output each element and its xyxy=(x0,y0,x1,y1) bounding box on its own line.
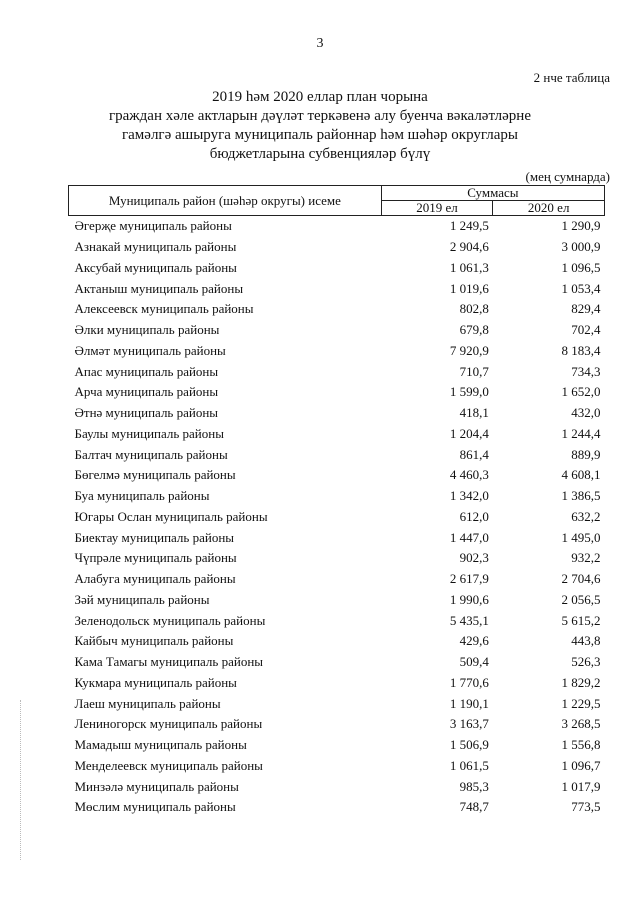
table-row xyxy=(69,693,605,714)
row-name: Югары Ослан муниципаль районы xyxy=(74,508,268,524)
value-2020: 1 652,0 xyxy=(561,384,601,400)
value-2019: 1 190,1 xyxy=(449,695,489,711)
document-title xyxy=(0,88,640,164)
table-row xyxy=(69,299,605,320)
table-row xyxy=(69,444,605,465)
row-name: Зеленодольск муниципаль районы xyxy=(74,612,266,628)
table-row xyxy=(69,507,605,528)
table-row xyxy=(69,569,605,590)
value-2020: 773,5 xyxy=(571,799,601,815)
table-row xyxy=(69,590,605,611)
table-row xyxy=(69,548,605,569)
row-name: Лениногорск муниципаль районы xyxy=(74,716,263,732)
table-row xyxy=(69,735,605,756)
value-2019: 2 617,9 xyxy=(449,571,489,587)
table-row xyxy=(69,652,605,673)
table-row xyxy=(69,610,605,631)
subsidy-table xyxy=(68,185,605,818)
row-name: Мамадыш муниципаль районы xyxy=(74,737,247,753)
value-2019: 1 249,5 xyxy=(449,218,489,234)
value-2020: 2 056,5 xyxy=(561,591,601,607)
value-2019: 1 342,0 xyxy=(449,488,489,504)
table-row xyxy=(69,424,605,445)
value-2019: 1 204,4 xyxy=(449,425,489,441)
row-name: Әтнә муниципаль районы xyxy=(74,405,219,421)
value-2019: 7 920,9 xyxy=(449,342,489,358)
title-line: 2019 һәм 2020 еллар план чорына xyxy=(212,89,428,105)
title-line: гамәлгә ашыруга муниципаль районнар һәм шәһәр округлары xyxy=(121,127,518,143)
title-line: граждан хәле актларын дәүләт теркәвенә алу буенча вәкаләтләрне xyxy=(109,108,531,124)
header-2019: 2019 ел xyxy=(381,201,493,216)
value-2020: 8 183,4 xyxy=(561,342,601,358)
value-2020: 889,9 xyxy=(571,446,601,462)
table-row xyxy=(69,776,605,797)
value-2020: 932,2 xyxy=(571,550,601,566)
row-name: Кама Тамагы муниципаль районы xyxy=(74,654,264,670)
table-row xyxy=(69,237,605,258)
row-name: Мөслим муниципаль районы xyxy=(74,799,236,815)
value-2020: 1 386,5 xyxy=(561,488,601,504)
header-2020: 2020 ел xyxy=(493,201,605,216)
value-2020: 1 096,5 xyxy=(561,259,601,275)
row-name: Апас муниципаль районы xyxy=(74,363,219,379)
table-row xyxy=(69,631,605,652)
row-name: Актаныш муниципаль районы xyxy=(74,280,244,296)
value-2019: 802,8 xyxy=(459,301,489,317)
value-2020: 1 053,4 xyxy=(561,280,601,296)
table-row xyxy=(69,756,605,777)
value-2019: 429,6 xyxy=(459,633,489,649)
value-2020: 1 495,0 xyxy=(561,529,601,545)
row-name: Алабуга муниципаль районы xyxy=(74,571,236,587)
row-name: Буа муниципаль районы xyxy=(74,488,210,504)
value-2019: 861,4 xyxy=(459,446,489,462)
row-name: Минзәлә муниципаль районы xyxy=(74,778,239,794)
row-name: Кайбыч муниципаль районы xyxy=(74,633,234,649)
row-name: Балтач муниципаль районы xyxy=(74,446,228,462)
value-2020: 1 017,9 xyxy=(561,778,601,794)
row-name: Чүпрәле муниципаль районы xyxy=(74,550,237,566)
header-amounts: Суммасы xyxy=(381,186,604,201)
row-name: Аксубай муниципаль районы xyxy=(74,259,237,275)
value-2019: 1 019,6 xyxy=(449,280,489,296)
value-2019: 710,7 xyxy=(459,363,489,379)
row-name: Лаеш муниципаль районы xyxy=(74,695,221,711)
value-2020: 2 704,6 xyxy=(561,571,601,587)
value-2019: 5 435,1 xyxy=(449,612,489,628)
value-2020: 829,4 xyxy=(571,301,601,317)
value-2019: 509,4 xyxy=(459,654,489,670)
header-name: Муниципаль район (шәһәр округы) исеме xyxy=(69,186,382,216)
value-2019: 1 506,9 xyxy=(449,737,489,753)
table-row xyxy=(69,797,605,818)
value-2020: 1 556,8 xyxy=(561,737,601,753)
table-row xyxy=(69,465,605,486)
row-name: Әгерҗе муниципаль районы xyxy=(74,218,232,234)
value-2020: 1 229,5 xyxy=(561,695,601,711)
value-2020: 1 290,9 xyxy=(561,218,601,234)
table-row xyxy=(69,216,605,237)
row-name: Зәй муниципаль районы xyxy=(74,591,210,607)
value-2020: 1 829,2 xyxy=(561,674,601,690)
value-2019: 902,3 xyxy=(459,550,489,566)
row-name: Әлмәт муниципаль районы xyxy=(74,342,226,358)
table-row xyxy=(69,382,605,403)
value-2020: 632,2 xyxy=(571,508,601,524)
table-row xyxy=(69,527,605,548)
table-row xyxy=(69,714,605,735)
value-2020: 1 096,7 xyxy=(561,757,601,773)
row-name: Арча муниципаль районы xyxy=(74,384,219,400)
value-2020: 4 608,1 xyxy=(561,467,601,483)
value-2020: 734,3 xyxy=(571,363,601,379)
table-row xyxy=(69,258,605,279)
value-2019: 1 061,5 xyxy=(449,757,489,773)
table-row xyxy=(69,278,605,299)
value-2019: 1 599,0 xyxy=(449,384,489,400)
value-2020: 443,8 xyxy=(571,633,601,649)
table-row xyxy=(69,320,605,341)
table-row xyxy=(69,361,605,382)
table-row xyxy=(69,486,605,507)
value-2019: 679,8 xyxy=(459,322,489,338)
value-2019: 2 904,6 xyxy=(449,239,489,255)
table-body xyxy=(69,216,605,818)
table-label: 2 нче таблица xyxy=(533,70,610,85)
table-header xyxy=(69,186,605,216)
value-2019: 748,7 xyxy=(459,799,489,815)
value-2020: 3 268,5 xyxy=(561,716,601,732)
page-number: 3 xyxy=(316,36,324,51)
value-2019: 3 163,7 xyxy=(449,716,489,732)
value-2020: 1 244,4 xyxy=(561,425,601,441)
value-2019: 985,3 xyxy=(459,778,489,794)
row-name: Алексеевск муниципаль районы xyxy=(74,301,254,317)
value-2020: 526,3 xyxy=(571,654,601,670)
margin-mark xyxy=(20,700,22,860)
value-2020: 3 000,9 xyxy=(561,239,601,255)
table-row xyxy=(69,341,605,362)
unit-note: (мең сумнарда) xyxy=(525,169,610,184)
row-name: Бөгелмә муниципаль районы xyxy=(74,467,236,483)
row-name: Биектау муниципаль районы xyxy=(74,529,235,545)
row-name: Әлки муниципаль районы xyxy=(74,322,220,338)
value-2020: 702,4 xyxy=(571,322,601,338)
value-2019: 1 770,6 xyxy=(449,674,489,690)
table-row xyxy=(69,403,605,424)
value-2019: 418,1 xyxy=(459,405,489,421)
value-2019: 1 447,0 xyxy=(449,529,489,545)
value-2020: 5 615,2 xyxy=(561,612,601,628)
row-name: Менделеевск муниципаль районы xyxy=(74,757,263,773)
value-2020: 432,0 xyxy=(571,405,601,421)
row-name: Кукмара муниципаль районы xyxy=(74,674,237,690)
value-2019: 1 990,6 xyxy=(449,591,489,607)
title-line: бюджетларына субвенцияләр бүлү xyxy=(209,146,431,162)
value-2019: 1 061,3 xyxy=(449,259,489,275)
value-2019: 612,0 xyxy=(459,508,489,524)
row-name: Баулы муниципаль районы xyxy=(74,425,224,441)
value-2019: 4 460,3 xyxy=(449,467,489,483)
table-row xyxy=(69,673,605,694)
row-name: Азнакай муниципаль районы xyxy=(74,239,237,255)
